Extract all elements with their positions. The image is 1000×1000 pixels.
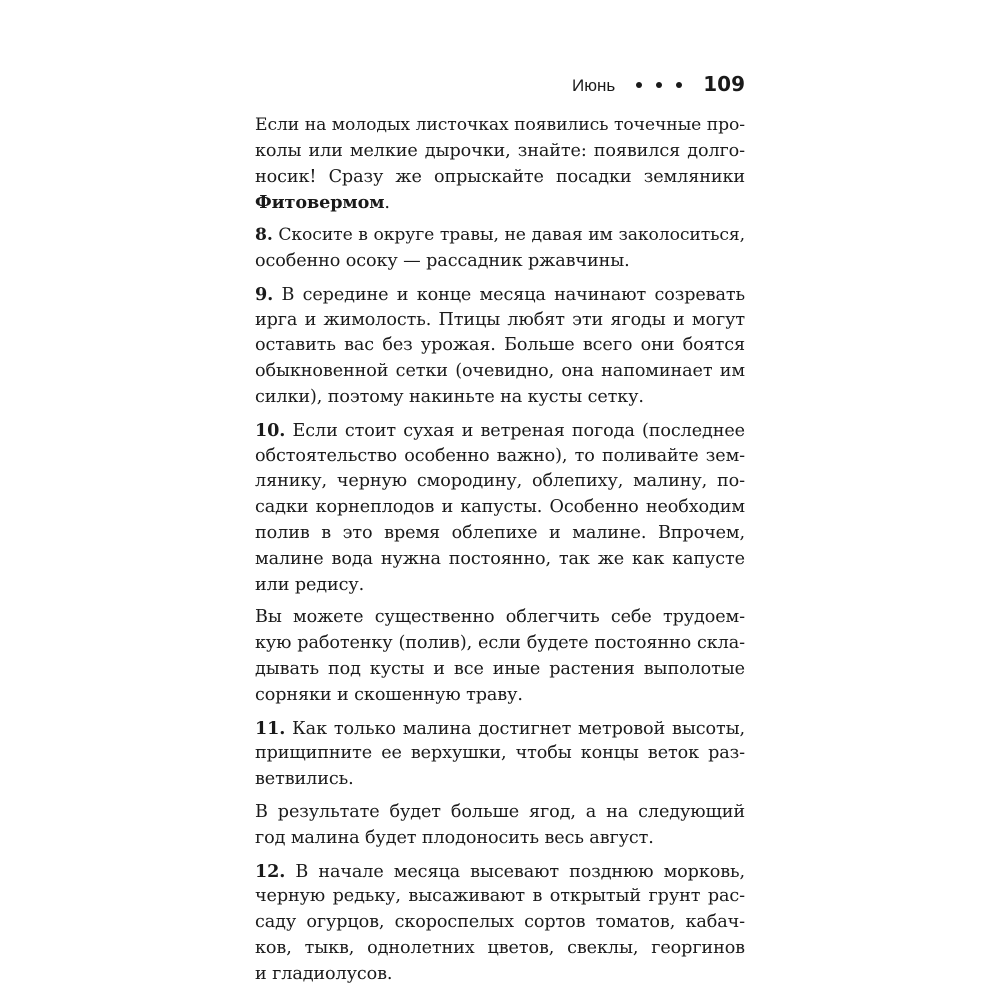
paragraph [255, 716, 745, 793]
line-text: оставить вас без урожая. Больше всего они боятся [255, 335, 745, 356]
header-dot-ornament [629, 85, 689, 91]
line-text: особенно осоку — рассадник ржавчины. [255, 250, 630, 271]
bold-term: Фитовермом [255, 192, 385, 214]
text-line [255, 469, 745, 495]
text-line [255, 859, 745, 885]
line-text: саду огурцов, скороспелых сортов томатов, кабач- [255, 912, 745, 933]
line-text: Вы можете существенно облегчить себе трудоем- [255, 607, 745, 628]
paragraph [255, 282, 745, 411]
text-line [255, 385, 745, 411]
paragraph [255, 113, 745, 216]
text-line [255, 113, 745, 139]
item-number: 11. [255, 717, 286, 739]
line-text: Если стоит сухая и ветреная погода (последнее [285, 420, 745, 441]
line-text: или редису. [255, 574, 365, 595]
text-line [255, 547, 745, 573]
text-line [255, 741, 745, 767]
line-text: черную редьку, высаживают в открытый грунт рас- [255, 886, 745, 907]
line-text: силки), поэтому накиньте на кусты сетку. [255, 386, 644, 407]
book-page [255, 0, 745, 1000]
chapter-title: Июнь [572, 76, 616, 95]
text-line [255, 333, 745, 359]
paragraph [255, 223, 745, 275]
line-text: В начале месяца высевают позднюю морковь, [285, 861, 745, 882]
paragraph [255, 418, 745, 599]
item-number: 8. [255, 225, 273, 246]
item-number: 10. [255, 419, 286, 441]
text-line [255, 826, 745, 852]
line-text: Как только малина достигнет метровой высоты, [285, 718, 745, 739]
line-text: малине вода нужна постоянно, так же как капусте [255, 548, 745, 569]
text-line [255, 308, 745, 334]
line-text: В результате будет больше ягод, а на следующий [255, 801, 745, 822]
bullet-dot-icon [656, 82, 662, 88]
text-line [255, 884, 745, 910]
text-line [255, 910, 745, 936]
text-line [255, 573, 745, 599]
text-line [255, 521, 745, 547]
text-line [255, 936, 745, 962]
text-line [255, 716, 745, 742]
text-line [255, 657, 745, 683]
bullet-dot-icon [676, 82, 682, 88]
line-text: кую работенку (полив), если будете постоянно скла- [255, 633, 745, 654]
line-text: В середине и конце месяца начинают созревать [273, 284, 745, 305]
text-line [255, 495, 745, 521]
text-line [255, 631, 745, 657]
text-line [255, 605, 745, 631]
running-header [572, 72, 745, 96]
text-line [255, 139, 745, 165]
paragraph [255, 800, 745, 852]
line-text: ирга и жимолость. Птицы любят эти ягоды и могут [255, 309, 745, 330]
line-text: обыкновенной сетки (очевидно, она напоминает им [255, 361, 745, 382]
line-text: дывать под кусты и все иные растения выполотые [255, 658, 745, 679]
text-line [255, 800, 745, 826]
line-text: лянику, черную смородину, облепиху, малину, по- [255, 471, 745, 492]
text-line [255, 223, 745, 249]
page-number: 109 [703, 72, 745, 96]
line-text: . [384, 193, 390, 214]
line-text: садки корнеплодов и капусты. Особенно необходим [255, 497, 745, 518]
line-text: Если на молодых листочках появились точечные про- [255, 115, 745, 135]
line-text: и гладиолусов. [255, 963, 393, 984]
line-text: год малина будет плодоносить весь август. [255, 827, 654, 848]
text-line [255, 249, 745, 275]
text-line [255, 418, 745, 444]
line-text: полив в это время облепихе и малине. Впрочем, [255, 522, 745, 543]
text-line [255, 962, 745, 988]
line-text: носик! Сразу же опрыскайте посадки земляники [255, 166, 745, 187]
text-line [255, 359, 745, 385]
paragraph [255, 859, 745, 988]
line-text: ветвились. [255, 769, 354, 790]
text-line [255, 683, 745, 709]
line-text: ков, тыкв, однолетних цветов, свеклы, георгинов [255, 937, 745, 958]
text-line [255, 165, 745, 191]
text-line [255, 282, 745, 308]
line-text: Скосите в округе травы, не давая им заколоситься, [272, 225, 745, 246]
item-number: 9. [255, 283, 274, 305]
text-line [255, 767, 745, 793]
body-text [255, 113, 745, 995]
paragraph [255, 605, 745, 708]
line-text: прищипните ее верхушки, чтобы концы веток раз- [255, 743, 745, 764]
item-number: 12. [255, 860, 286, 882]
bullet-dot-icon [636, 82, 642, 88]
text-line [255, 190, 745, 216]
line-text: обстоятельство особенно важно), то поливайте зем- [255, 445, 745, 466]
line-text: сорняки и скошенную траву. [255, 684, 523, 705]
line-text: колы или мелкие дырочки, знайте: появился долго- [255, 140, 745, 161]
text-line [255, 444, 745, 470]
